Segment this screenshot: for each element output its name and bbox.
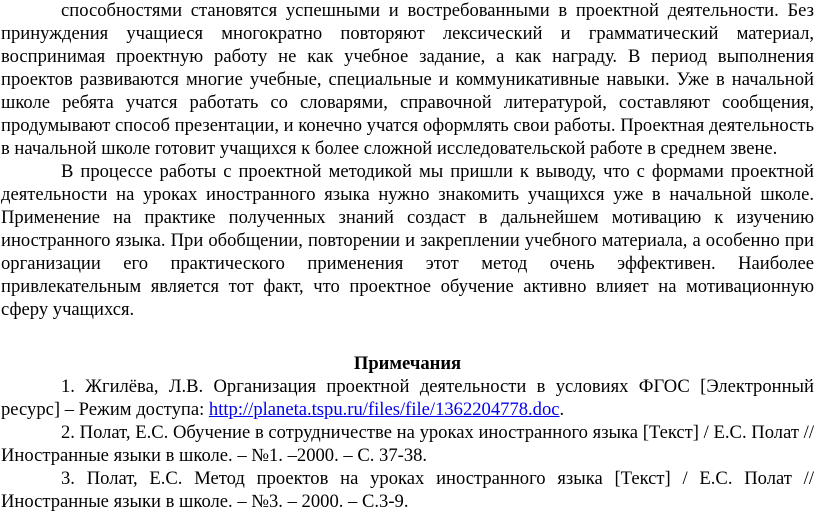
paragraph-spacer <box>1 321 814 344</box>
note-item-2: 2. Полат, Е.С. Обучение в сотрудничестве на уроках иностранного языка [Текст] / Е.С. Полат // Иностранные языки в школе. – №1. –2000. – С. 37-38. <box>1 422 814 466</box>
note-item-1 <box>1 375 814 421</box>
body-paragraph-1: способностями становятся успешными и востребованными в проектной деятельности. Без принуждения учащиеся многократно повторяют лексический и грамматический материал, воспринимая проектную работу не как учебное задание, а как награду. В период выполнения проектов развиваются многие учебные, специальные и коммуникативные навыки. Уже в начальной школе ребята учатся работать со словарями, справочной литературой, составляют сообщения, продумывают способ презентации, и конечно учатся оформлять свои работы. Проектная деятельность в начальной школе готовит учащихся к более сложной исследовательской работе в среднем звене. <box>1 0 814 159</box>
notes-heading: Примечания <box>353 353 462 374</box>
body-paragraph-2: В процессе работы с проектной методикой мы пришли к выводу, что с формами проектной деятельности на уроках иностранного языка нужно знакомить учащихся уже в начальной школе. Применение на практике полученных знаний создаст в дальнейшем мотивацию к изучению иностранного языка. При обобщении, повторении и закреплении учебного материала, а особенно при организации его практического применения этот метод очень эффективен. Наиболее привлекательным является тот факт, что проектное обучение активно влияет на мотивационную сферу учащихся. <box>1 161 814 320</box>
note-item-3: 3. Полат, Е.С. Метод проектов на уроках иностранного языка [Текст] / Е.С. Полат // Иностранные языки в школе. – №3. – 2000. – С.3-9. <box>1 468 814 512</box>
note-1-trailing-period: . <box>559 399 565 420</box>
note-1-link[interactable]: http://planeta.tspu.ru/files/file/1362204778.doc <box>208 399 560 420</box>
note-1-text: 1. Жгилёва, Л.В. Организация проектной деятельности в условиях ФГОС [Электронный ресурс] – Режим доступа: <box>1 376 814 420</box>
